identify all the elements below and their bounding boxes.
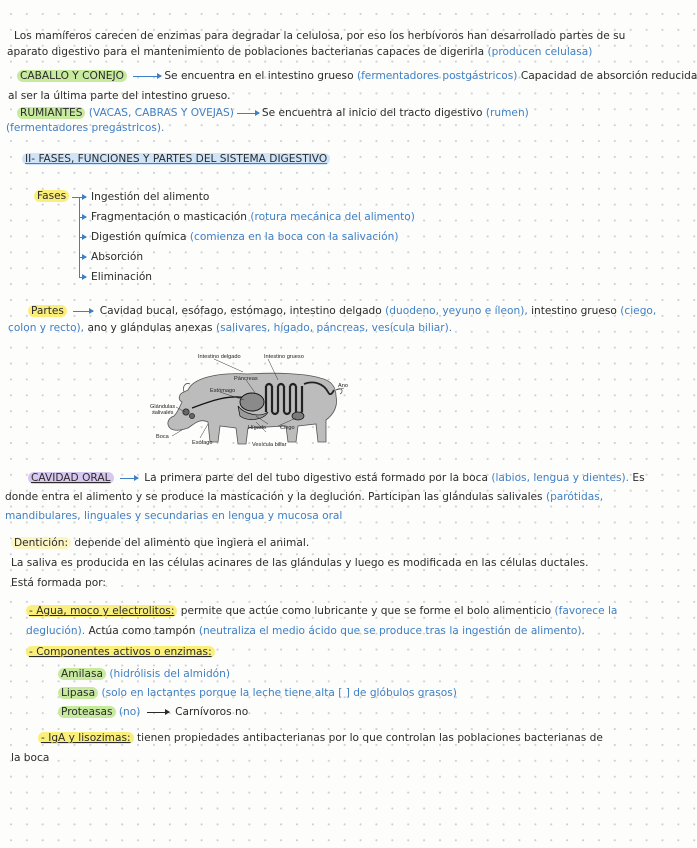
fase-name: Absorción [91, 251, 144, 263]
componentes-tag: - Componentes activos o enzimas: [26, 646, 215, 658]
cavidad-note: (labios, lengua y dientes). [491, 472, 630, 484]
fase-name: Fragmentación o masticación [91, 211, 247, 223]
enzima-desc: (solo en lactantes porque la leche tiene alta [ ] de glóbulos grasos) [101, 687, 457, 699]
iga-text: tienen propiedades antibacterianas por lo que controlan las poblaciones bacterianas de [136, 732, 603, 744]
agua-tag: - Agua, moco y electrolitos: [26, 605, 177, 617]
cavidad-line-2 [5, 490, 603, 504]
cavidad-text-2: Es [632, 472, 645, 484]
rumiantes-text: Se encuentra al inicio del tracto digestivo [261, 107, 483, 119]
iga-tag: - IgA y lisozimas: [38, 732, 134, 744]
fase-note: (rotura mecánica del alimento) [250, 211, 415, 223]
partes-text: Cavidad bucal, esófago, estómago, intestino delgado [99, 305, 382, 317]
arrow-icon [79, 257, 86, 258]
label-ano: Ano [338, 383, 348, 389]
intro-text: aparato digestivo para el mantenimiento de poblaciones bacterianas capaces de digerirla [7, 46, 485, 58]
caballo-text-2: Capacidad de absorción reducida [520, 70, 697, 82]
enzima-desc: (no) [118, 706, 141, 718]
arrow-icon [237, 113, 259, 114]
section-title: II- FASES, FUNCIONES Y PARTES DEL SISTEMA DIGESTIVO [22, 153, 330, 165]
digestive-system-figure [148, 350, 363, 452]
agua-note: (favorece la [554, 605, 618, 617]
label-salivales: salivales [152, 410, 174, 416]
partes-tag: Partes [28, 305, 67, 317]
enzima-desc: (hidrólisis del almidón) [109, 668, 231, 680]
saliva-line-2: Está formada por: [11, 577, 106, 589]
agua-note-3: (neutraliza el medio ácido que se produce tras la ingestión de alimento). [198, 625, 585, 637]
componentes-line [26, 645, 215, 659]
enzima-item [58, 705, 248, 719]
denticion-line [11, 536, 309, 550]
fase-item [91, 270, 152, 284]
cavidad-tag: CAVIDAD ORAL [28, 472, 114, 484]
denticion-text: depende del alimento que ingiera el animal. [74, 537, 310, 549]
rumiantes-tag: RUMIANTES [17, 107, 85, 119]
fases-tag-row [34, 189, 69, 203]
enzima-name: Proteasas [58, 706, 116, 718]
arrow-icon [73, 311, 93, 312]
cavidad-text: La primera parte del del tubo digestivo está formado por la boca [144, 472, 488, 484]
caballo-line [17, 69, 697, 83]
cavidad-text-3: donde entra el alimento y se produce la masticación y la deglución. Participan las glándulas salivales [5, 491, 543, 503]
label-glandulas: Glándulas [150, 404, 176, 410]
enzima-item [58, 667, 230, 681]
agua-line-2 [26, 624, 585, 638]
section-title-row [22, 152, 330, 166]
rumiantes-examples: (VACAS, CABRAS Y OVEJAS) [88, 107, 234, 119]
fase-item [91, 230, 398, 244]
partes-note-4: (salivares, hígado, páncreas, vesícula biliar). [215, 322, 453, 334]
rumiantes-note: (rumen) [485, 107, 529, 119]
rumiantes-line [17, 106, 529, 120]
partes-line [28, 304, 656, 318]
partes-note-3: colon y recto), [8, 322, 85, 334]
agua-line [26, 604, 617, 618]
agua-note-2: deglución). [26, 625, 86, 637]
partes-text-2: intestino grueso [531, 305, 617, 317]
fase-name: Ingestión del alimento [91, 191, 210, 203]
label-estomago: Estómago [210, 388, 236, 394]
cavidad-line [28, 471, 645, 485]
partes-note-2: (ciego, [620, 305, 657, 317]
arrow-icon [79, 237, 86, 238]
agua-text: permite que actúe como lubricante y que se forme el bolo alimenticio [180, 605, 552, 617]
arrow-icon [72, 197, 86, 198]
arrow-icon [79, 217, 86, 218]
label-boca: Boca [156, 434, 169, 440]
label-intestino-grueso: Intestino grueso [264, 354, 304, 360]
partes-line-2 [8, 321, 452, 335]
fase-name: Digestión química [91, 231, 187, 243]
fase-item [91, 250, 143, 264]
label-intestino-delgado: Intestino delgado [198, 354, 241, 360]
fase-name: Eliminación [91, 271, 153, 283]
enzima-extra: Carnívoros no [175, 706, 249, 718]
enzima-name: Lipasa [58, 687, 98, 699]
saliva-line-1: La saliva es producida en las células acinares de las glándulas y luego es modificada en las células ductales. [11, 557, 589, 569]
label-pancreas: Páncreas [234, 376, 258, 382]
arrow-icon [133, 76, 161, 77]
caballo-tag: CABALLO Y CONEJO [17, 70, 127, 82]
denticion-tag: Dentición: [11, 537, 71, 549]
enzima-item [58, 686, 457, 700]
label-esofago: Esófago [192, 440, 213, 446]
agua-text-2: Actúa como tampón [88, 625, 196, 637]
partes-text-3: ano y glándulas anexas [87, 322, 213, 334]
fase-note: (comienza en la boca con la salivación) [189, 231, 399, 243]
iga-line-2: la boca [11, 752, 50, 764]
caballo-note: (fermentadores postgástricos) [356, 70, 518, 82]
label-higado: Hígado [248, 425, 267, 431]
arrow-icon [147, 712, 169, 713]
intro-line-2 [7, 45, 592, 59]
label-vesicula: Vesícula biliar [252, 442, 287, 448]
intro-line-1: Los mamíferos carecen de enzimas para degradar la celulosa, por eso los herbívoros han desarrollado partes de su [14, 30, 626, 42]
fase-item [91, 210, 415, 224]
arrow-icon [120, 478, 138, 479]
caballo-text: Se encuentra en el intestino grueso [164, 70, 354, 82]
cavidad-note-2: (parótidas, [545, 491, 604, 503]
caballo-line-2: al ser la última parte del intestino grueso. [8, 90, 231, 102]
fases-tag: Fases [34, 190, 69, 202]
arrow-icon [79, 277, 86, 278]
enzima-name: Amilasa [58, 668, 106, 680]
fase-item [91, 190, 209, 204]
intro-note: (producen celulasa) [487, 46, 593, 58]
label-ciego: Ciego [280, 425, 295, 431]
rumiantes-line-2: (fermentadores pregástricos). [6, 122, 165, 134]
cavidad-line-3: mandibulares, linguales y secundarias en lengua y mucosa oral [5, 510, 343, 522]
iga-line [38, 731, 603, 745]
partes-note: (duodeno, yeyuno e íleon), [385, 305, 528, 317]
